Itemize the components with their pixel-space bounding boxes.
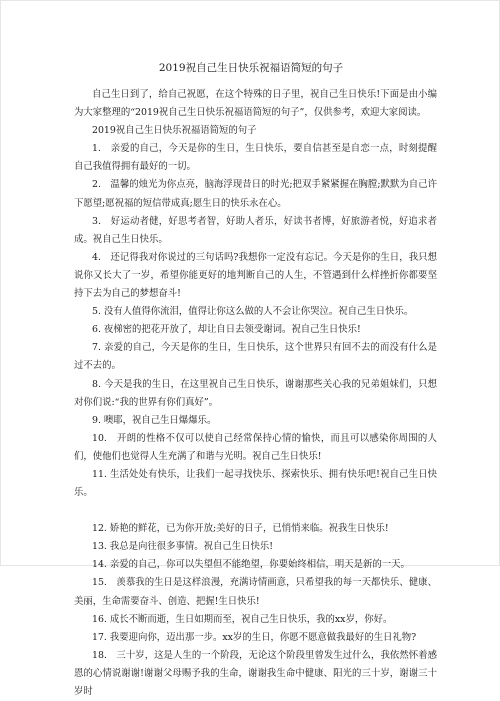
list-item: 17. 我要迎向你，迈出那一步。xx岁的生日，你愿不愿意做我最好的生日礼物? [92,631,417,643]
list-item: 3. 好运动者健，好思考者智，好助人者乐，好读书者博，好旅游者悦，好追求者成。祝自己生日快乐。 [74,215,437,245]
list-item: 11. 生活处处有快乐，让我们一起寻找快乐、探索快乐、拥有快乐吧!祝自己生日快乐。 [74,468,437,499]
list-item: 16. 成长不断而逝，生日如期而至，祝自己生日快乐，我的xx岁，你好。 [92,613,393,625]
list-item: 5. 没有人值得你流泪，值得让你这么做的人不会让你哭泣。祝自己生日快乐。 [92,306,414,318]
intro-paragraph: 自己生日到了，给自己祝愿，在这个特殊的日子里，祝自己生日快乐!下面是由小编为大家整理的“2019祝自己生日快乐祝福语简短的句子”，仅供参考，欢迎大家阅读。 [74,89,437,119]
list-item: 14. 亲爱的自己，你可以失望但不能绝望，你要始终相信，明天是新的一天。 [92,559,410,571]
list-item: 7. 亲爱的自己，今天是你的生日，生日快乐，这个世界只有回不去的而没有什么是过不去的。 [74,342,437,372]
list-item: 4. 还记得我对你说过的三句话吗?我想你一定没有忘记。今天是你的生日，我只想说你又长大了一岁，希望你能更好的地判断自己的人生，不管遇到什么样挫折你都要坚持下去为自己的梦想奋斗! [74,251,437,300]
list-item: 6. 夜梯密的把花开放了，却让自日去领受谢词。祝自己生日快乐! [92,324,361,336]
list-item: 15. 羡慕我的生日是这样浪漫，充满诗情画意，只希望我的每一天都快乐、健康、美丽，生命需要奋斗、创造、把握!生日快乐! [74,577,437,607]
blank-line [74,502,437,520]
list-item: 13. 我总是向往很多事情。祝自己生日快乐! [92,541,274,553]
list-item: 10. 开朗的性格不仅可以使自己经常保持心情的愉快，而且可以感染你周围的人们，使他们也觉得人生充满了和谐与光明。祝自己生日快乐! [74,432,437,462]
list-item: 8. 今天是我的生日，在这里祝自己生日快乐，谢谢那些关心我的兄弟姐妹们，只想对你们说:“我的世界有你们真好”。 [74,378,437,408]
list-item: 12. 娇艳的鲜花，已为你开放;美好的日子，已悄悄来临。祝我生日快乐! [92,523,389,535]
list-item: 9. 噢耶，祝自己生日爆爆乐。 [92,414,217,426]
document-title: 2019祝自己生日快乐祝福语简短的句子 [158,62,344,74]
list-item: 2. 温馨的烛光为你点亮，脑海浮现昔日的时光;把双手紧紧握在胸膛;默默为自己许下愿望;愿祝福的短信带成真;愿生日的快乐永在心。 [74,179,437,209]
list-item: 18. 三十岁，这是人生的一个阶段，无论这个阶段里曾发生过什么，我依然怀着感恩的心情说谢谢!谢谢父母赐予我的生命，谢谢我生命中健康、阳光的三十岁，谢谢三十岁时 [74,649,437,697]
document-body [74,86,437,701]
list-item: 1. 亲爱的自己，今天是你的生日，生日快乐，要自信甚至是自恋一点，时刻提醒自己我值得拥有最好的一切。 [74,143,437,173]
subtitle-paragraph: 2019祝自己生日快乐祝福语简短的句子 [92,125,257,137]
